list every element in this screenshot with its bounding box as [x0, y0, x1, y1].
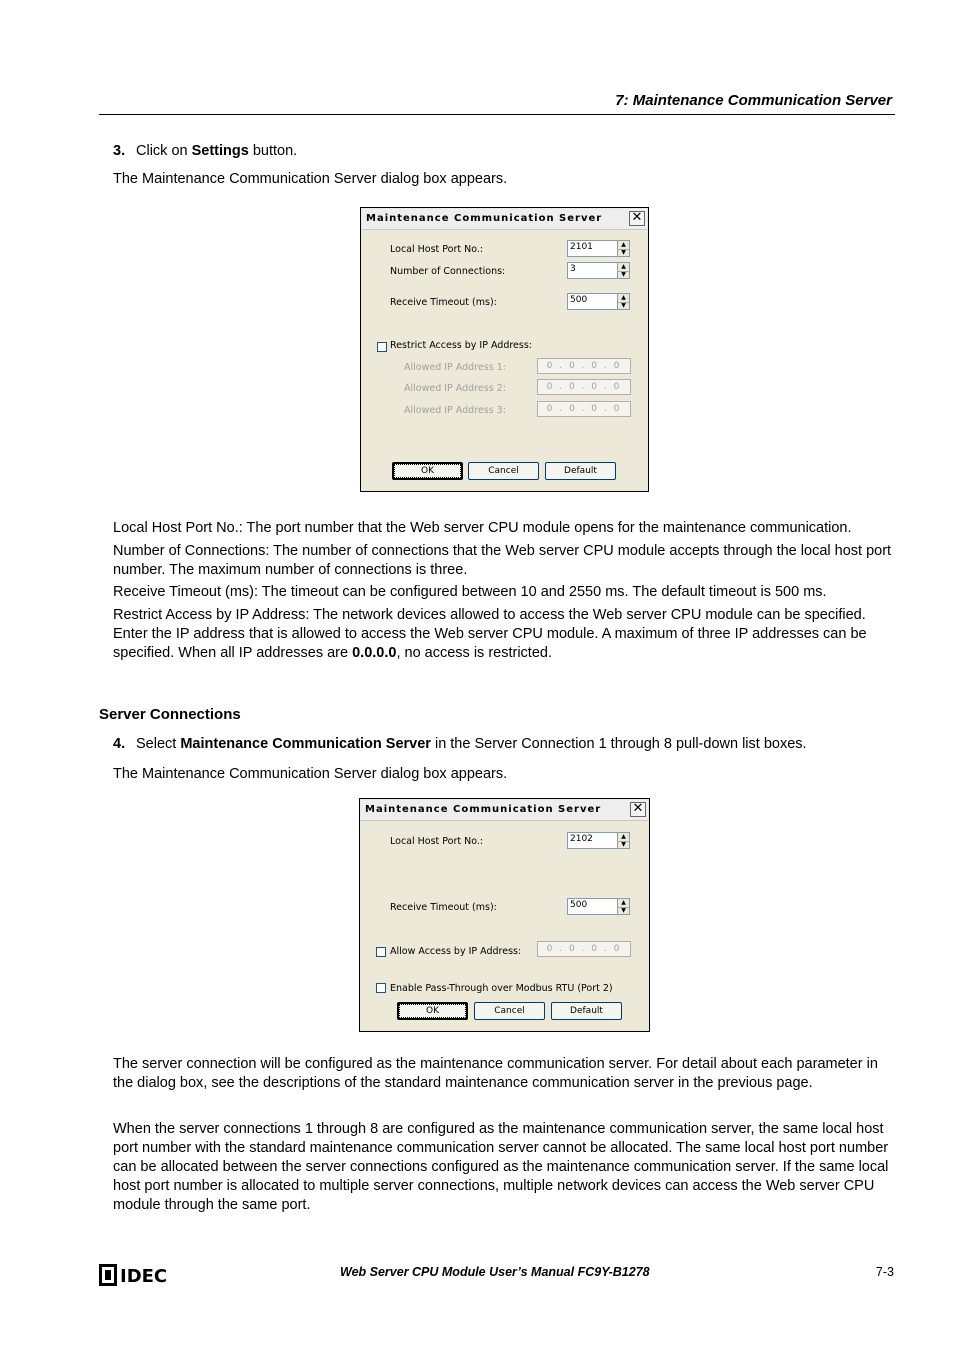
spin-up-icon[interactable]: ▲ — [618, 263, 629, 272]
local-port-input[interactable]: 2102 — [567, 832, 618, 849]
timeout-stepper[interactable] — [567, 293, 630, 310]
desc-timeout: Receive Timeout (ms): The timeout can be configured between 10 and 2550 ms. The default timeout is 500 ms. — [113, 584, 827, 600]
allow-checkbox[interactable] — [376, 947, 386, 957]
close-icon[interactable]: ✕ — [629, 211, 645, 226]
timeout-label: Receive Timeout (ms): — [390, 902, 497, 913]
desc-connections: Number of Connections: The number of connections that the Web server CPU module accepts through the local host port number. The maximum number of connections is three. — [113, 543, 892, 578]
step-3-result: The Maintenance Communication Server dialog box appears. — [113, 171, 508, 187]
ip2-field[interactable]: 0 . 0 . 0 . 0 — [537, 379, 631, 395]
page-number: 7-3 — [875, 1265, 894, 1279]
local-port-input[interactable]: 2101 — [567, 240, 618, 257]
timeout-label: Receive Timeout (ms): — [390, 297, 497, 308]
desc-local-port: Local Host Port No.: The port number that the Web server CPU module opens for the maintenance communication. — [113, 520, 852, 536]
spin-down-icon[interactable]: ▼ — [621, 249, 626, 256]
idec-logo — [99, 1264, 171, 1286]
para-server-connection: The server connection will be configured as the maintenance communication server. For detail about each parameter in the dialog box, see the descriptions of the standard maintenance communication server in the previous page. — [113, 1056, 878, 1091]
cancel-button[interactable]: Cancel — [474, 1002, 545, 1020]
step-text-pre: Select — [136, 736, 181, 752]
connections-label: Number of Connections: — [390, 266, 506, 277]
step-3 — [113, 143, 297, 159]
spin-up-icon[interactable]: ▲ — [618, 833, 629, 842]
dialog-maintenance-server-1 — [360, 207, 649, 492]
connections-input[interactable]: 3 — [567, 262, 618, 279]
spin-down-icon[interactable]: ▼ — [621, 302, 626, 309]
timeout-stepper[interactable] — [567, 898, 630, 915]
spin-down-icon[interactable]: ▼ — [621, 907, 626, 914]
default-button[interactable]: Default — [545, 462, 616, 480]
step-text-pre: Click on — [136, 143, 192, 159]
step-4 — [113, 736, 807, 752]
desc-restrict-post: , no access is restricted. — [396, 645, 552, 661]
passthrough-checkbox[interactable] — [376, 983, 386, 993]
spin-down-icon[interactable]: ▼ — [621, 271, 626, 278]
chapter-title: 7: Maintenance Communication Server — [615, 92, 892, 109]
step-text-bold: Maintenance Communication Server — [180, 736, 431, 752]
local-port-label: Local Host Port No.: — [390, 836, 484, 847]
ip3-label: Allowed IP Address 3: — [404, 405, 506, 416]
ip-field[interactable]: 0 . 0 . 0 . 0 — [537, 941, 631, 957]
step-text-post: button. — [248, 143, 298, 159]
ip1-field[interactable]: 0 . 0 . 0 . 0 — [537, 358, 631, 374]
desc-restrict-bold: 0.0.0.0 — [352, 645, 397, 661]
logo-text: IDEC — [120, 1266, 168, 1286]
spin-up-icon[interactable]: ▲ — [618, 241, 629, 250]
timeout-input[interactable]: 500 — [567, 293, 618, 310]
step-number: 3. — [113, 143, 126, 159]
local-port-stepper[interactable] — [567, 832, 630, 849]
dialog-title: Maintenance Communication Server — [365, 804, 602, 815]
timeout-input[interactable]: 500 — [567, 898, 618, 915]
idec-logo-icon — [99, 1264, 171, 1286]
passthrough-label: Enable Pass-Through over Modbus RTU (Port 2) — [390, 983, 613, 994]
cancel-button[interactable]: Cancel — [468, 462, 539, 480]
dialog-titlebar — [362, 209, 647, 230]
ok-button[interactable]: OK — [392, 462, 463, 480]
spin-down-icon[interactable]: ▼ — [621, 841, 626, 848]
ip2-label: Allowed IP Address 2: — [404, 383, 506, 394]
restrict-label: Restrict Access by IP Address: — [390, 340, 533, 351]
step-number: 4. — [113, 736, 126, 752]
local-port-stepper[interactable] — [567, 240, 630, 257]
spin-up-icon[interactable]: ▲ — [618, 294, 629, 303]
step-text-post: in the Server Connection 1 through 8 pull-down list boxes. — [430, 736, 807, 752]
dialog-title: Maintenance Communication Server — [366, 213, 603, 224]
ok-button[interactable]: OK — [397, 1002, 468, 1020]
connections-stepper[interactable] — [567, 262, 630, 279]
spin-up-icon[interactable]: ▲ — [618, 899, 629, 908]
header-rule — [99, 114, 895, 115]
desc-restrict — [113, 606, 895, 663]
default-button[interactable]: Default — [551, 1002, 622, 1020]
para-port-allocation: When the server connections 1 through 8 are configured as the maintenance communication server, the same local host port number with the standard maintenance communication server cannot be allocated. The same local host port number can be allocated between the server connections configured as the maintenance communication server. If the same local host port number is allocated to multiple server connections, multiple network devices can access the Web server CPU module through the same port. — [113, 1121, 889, 1213]
dialog-maintenance-server-2 — [359, 798, 650, 1032]
manual-title: Web Server CPU Module User’s Manual FC9Y-B1278 — [340, 1265, 650, 1279]
close-icon[interactable]: ✕ — [630, 802, 646, 817]
allow-label: Allow Access by IP Address: — [390, 946, 522, 957]
step-text-bold: Settings — [191, 143, 249, 159]
local-port-label: Local Host Port No.: — [390, 244, 484, 255]
step-4-result: The Maintenance Communication Server dialog box appears. — [113, 766, 508, 782]
dialog-titlebar — [361, 800, 648, 821]
desc-restrict-pre: Restrict Access by IP Address: The network devices allowed to access the Web server CPU module can be specified. Enter the IP address that is allowed to access the Web server CPU module. A maximum of three IP addresses can be specified. When all IP addresses are — [113, 607, 867, 661]
ip3-field[interactable]: 0 . 0 . 0 . 0 — [537, 401, 631, 417]
section-title: Server Connections — [99, 706, 241, 723]
ip1-label: Allowed IP Address 1: — [404, 362, 506, 373]
restrict-checkbox[interactable] — [377, 342, 387, 352]
